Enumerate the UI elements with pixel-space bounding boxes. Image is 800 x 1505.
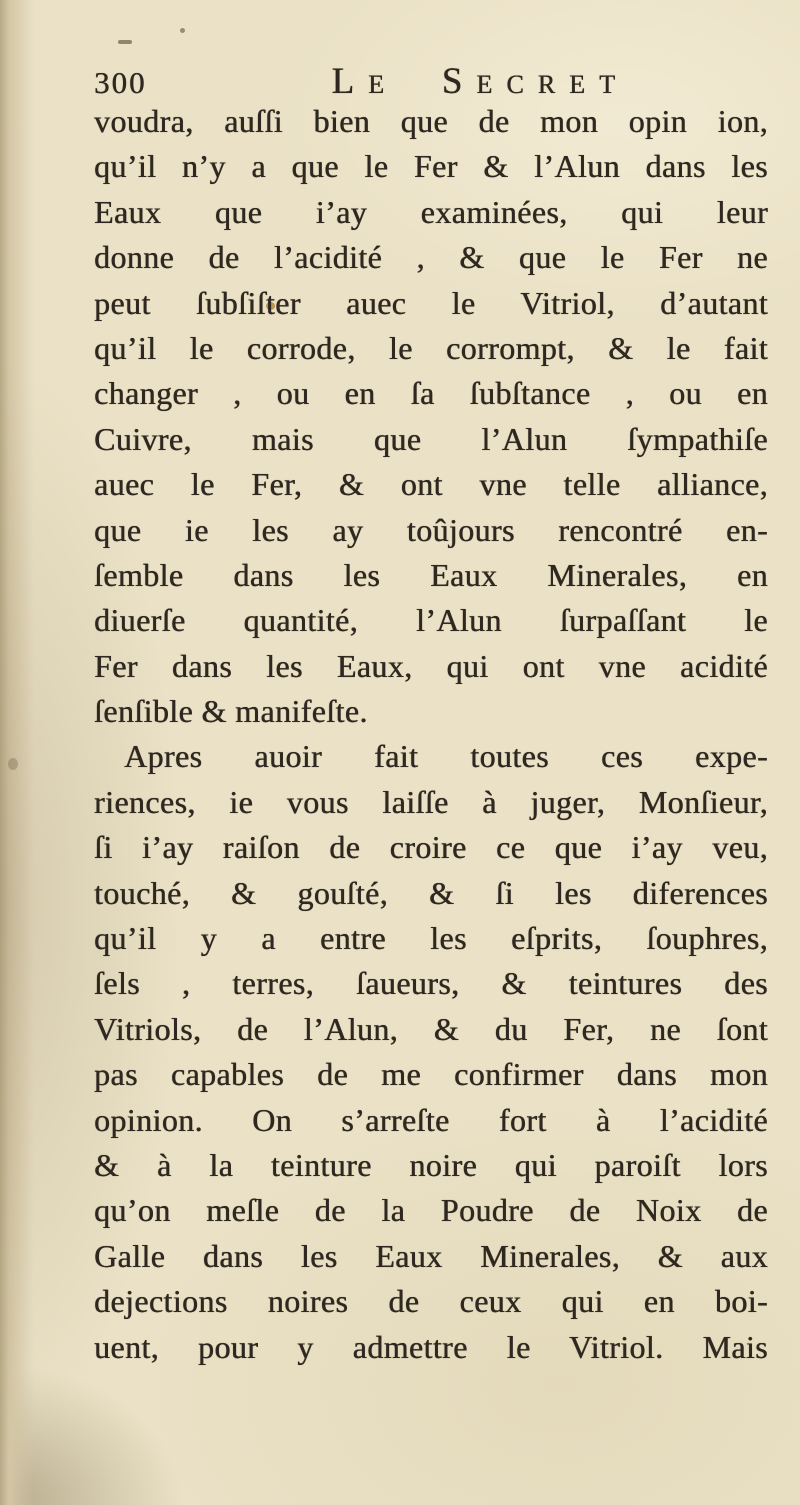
text-line: peut ſubſiſter auec le Vitriol, d’autant (94, 284, 768, 321)
text-line: Cuivre, mais que l’Alun ſympathiſe (94, 420, 768, 457)
text-line: Fer dans les Eaux, qui ont vne acidité (94, 647, 768, 684)
text-line: Apres auoir fait toutes ces expe- (124, 738, 768, 775)
running-title: Le Secret (331, 61, 630, 102)
text-line: auec le Fer, & ont vne telle alliance, (94, 466, 768, 503)
text-line: riences, ie vous laiſſe à juger, Monſieur, (94, 783, 768, 820)
paper-speck (8, 758, 18, 770)
text-line: donne de l’acidité , & que le Fer ne (94, 239, 768, 276)
text-line: voudra, auſſi bien que de mon opin ion, (94, 103, 768, 139)
page-number: 300 (94, 65, 147, 100)
text-line: qu’on meſle de la Poudre de Noix de (94, 1192, 768, 1229)
text-line: ſels , terres, ſaueurs, & teintures des (94, 965, 768, 1002)
text-line: & à la teinture noire qui paroiſt lors (94, 1146, 768, 1183)
ink-fleck (180, 28, 185, 33)
text-line: changer , ou en ſa ſubſtance , ou en (94, 375, 768, 412)
text-line: ſenſible & manifeſte. (94, 693, 368, 730)
ink-fleck (118, 40, 132, 44)
text-line: qu’il y a entre les eſprits, ſouphres, (94, 920, 768, 957)
text-line: dejections noires de ceux qui en boi- (94, 1283, 768, 1320)
text-line: qu’il le corrode, le corrompt, & le fait (94, 329, 768, 366)
text-line: touché, & gouſté, & ſi les diferences (94, 874, 768, 911)
text-line: pas capables de me confirmer dans mon (94, 1056, 768, 1093)
text-line: ſemble dans les Eaux Minerales, en (94, 556, 768, 593)
text-line: Galle dans les Eaux Minerales, & aux (94, 1237, 768, 1274)
text-line: diuerſe quantité, l’Alun ſurpaſſant le (94, 602, 768, 639)
text-line: Eaux que i’ay examinées, qui leur (94, 193, 768, 230)
text-line: qu’il n’y a que le Fer & l’Alun dans les (94, 148, 768, 185)
text-line: que ie les ay toûjours rencontré en- (94, 511, 768, 548)
text-line: opinion. On s’arreſte fort à l’acidité (94, 1101, 768, 1138)
text-line: uent, pour y admettre le Vitriol. Mais (94, 1328, 768, 1365)
text-line: ſi i’ay raiſon de croire ce que i’ay veu, (94, 829, 768, 866)
text-line: Vitriols, de l’Alun, & du Fer, ne ſont (94, 1010, 768, 1047)
body-text (94, 99, 768, 1370)
